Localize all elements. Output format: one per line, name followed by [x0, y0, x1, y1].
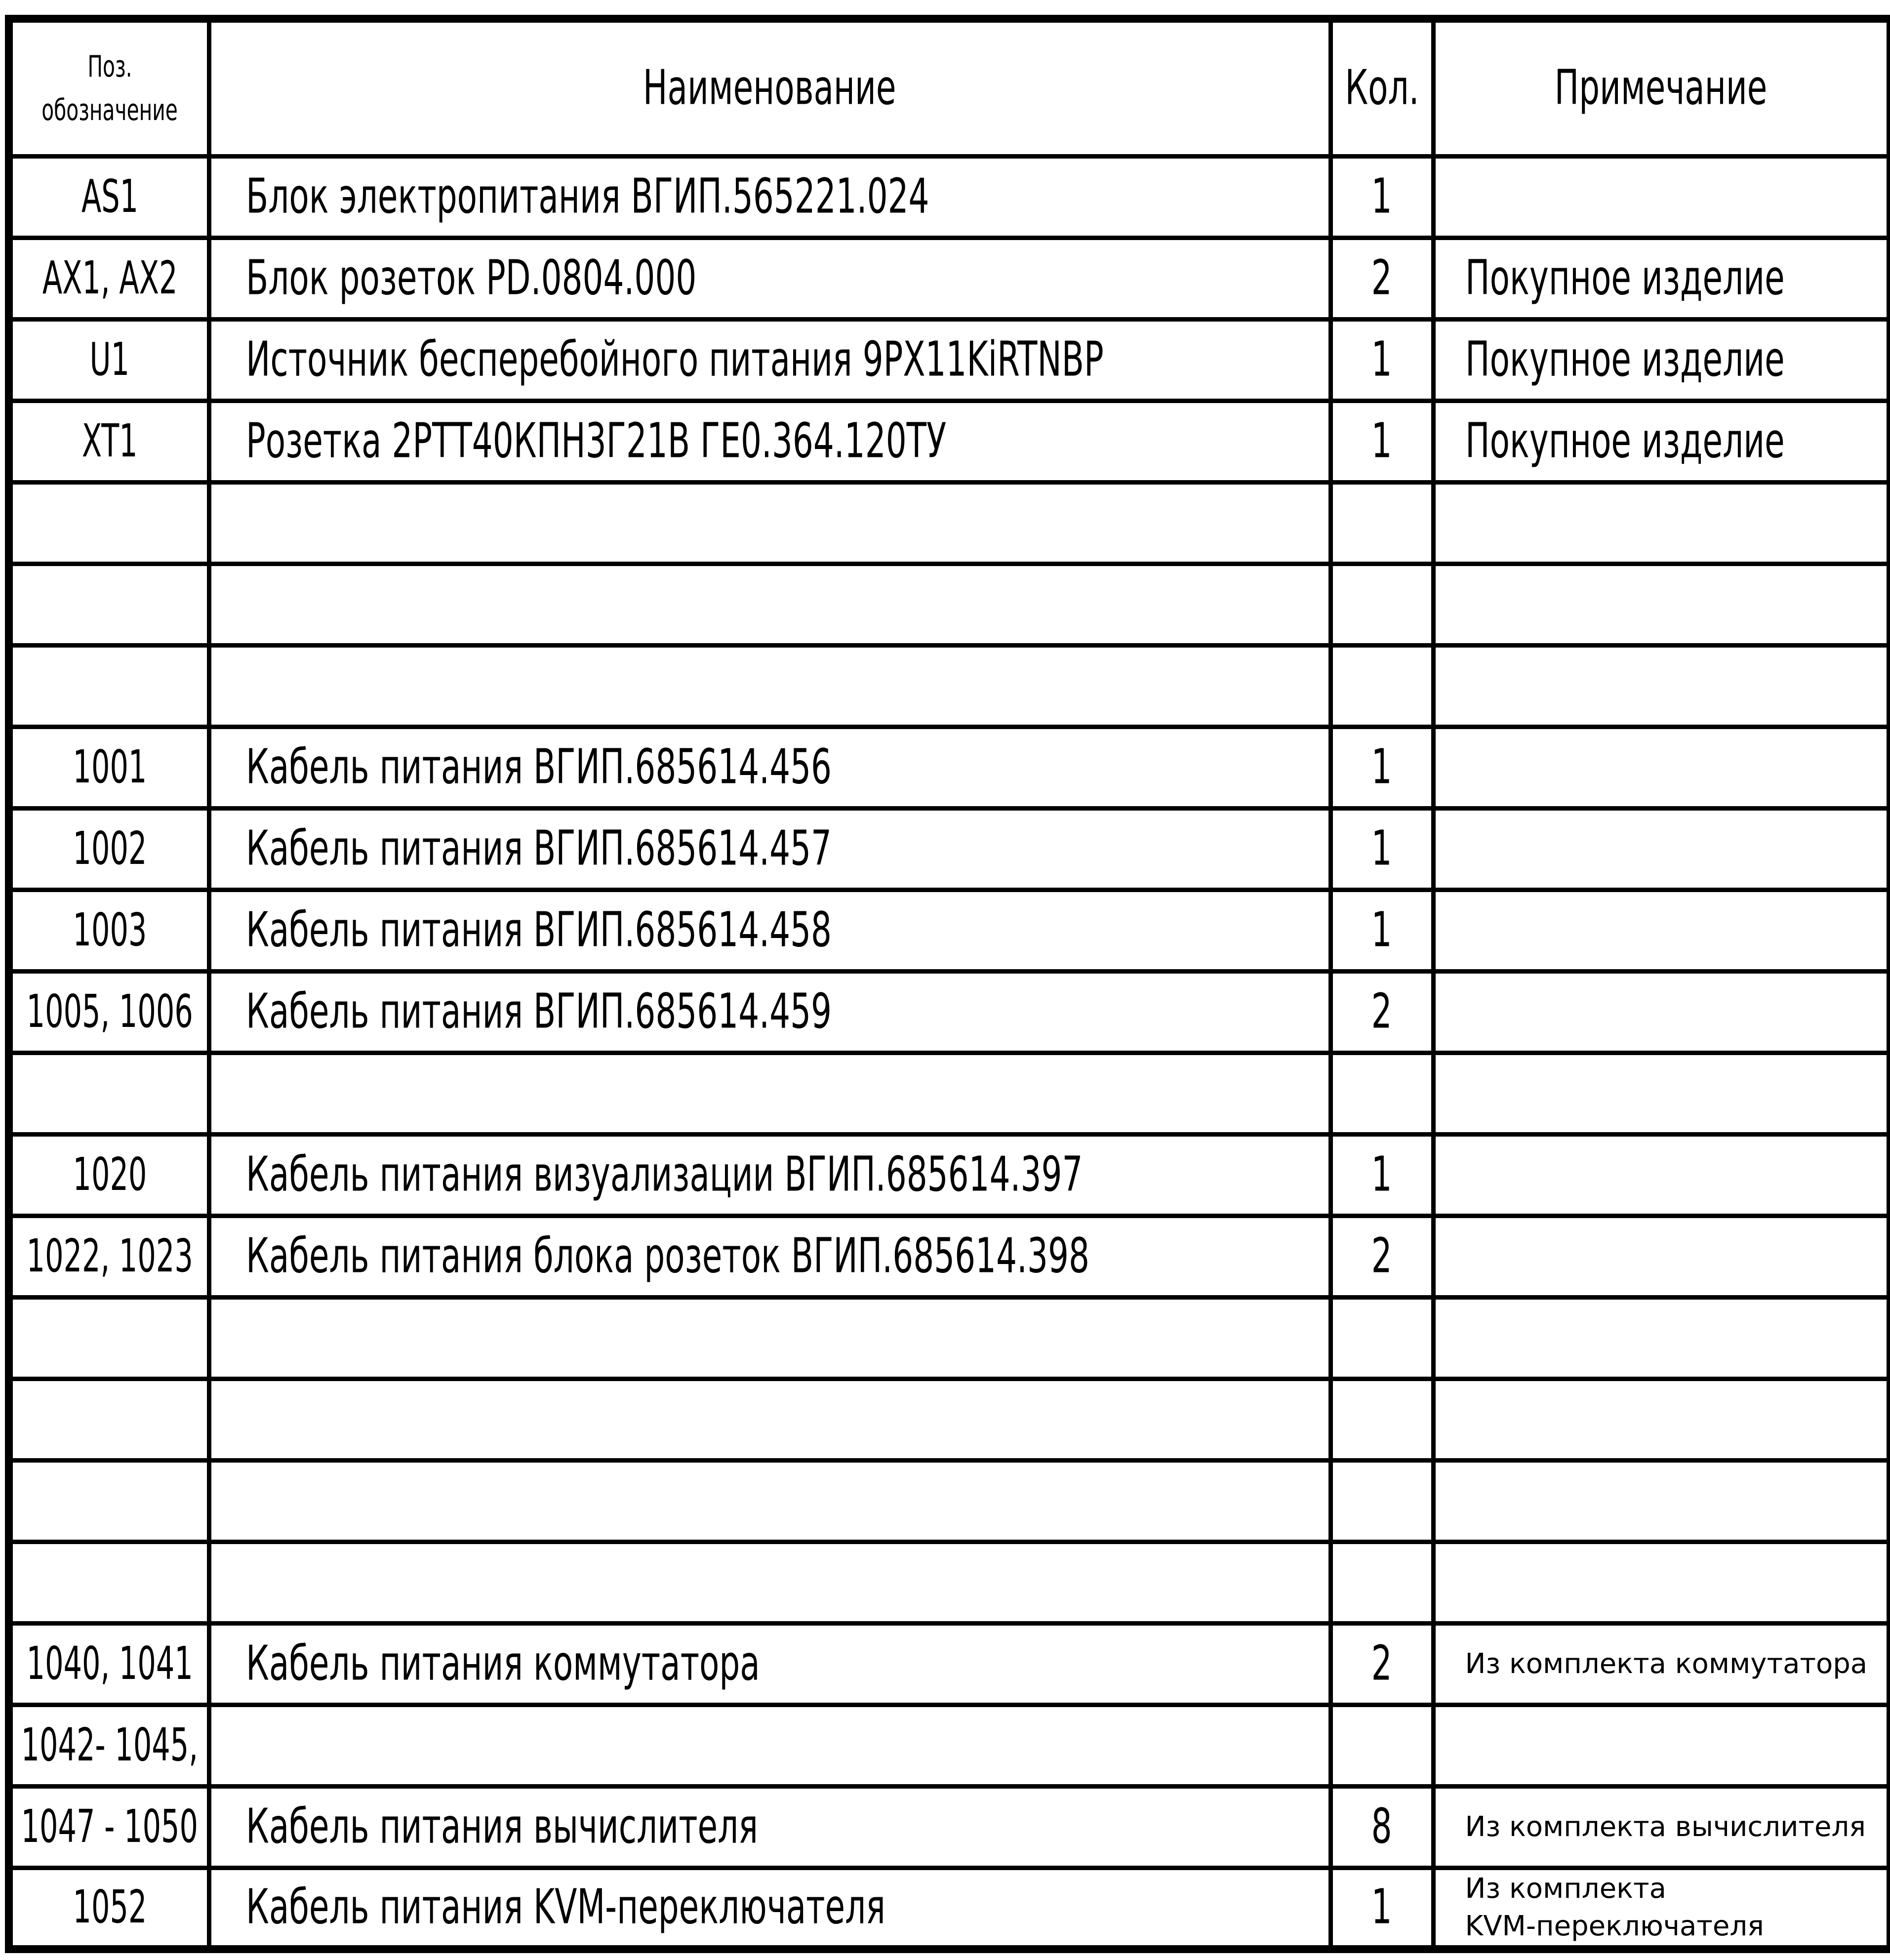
note-cell [1433, 482, 1890, 564]
pos-cell: 1042- 1045, [9, 1705, 209, 1786]
note-cell: Из комплекта вычислителя [1433, 1786, 1890, 1868]
name-cell [209, 564, 1330, 645]
table-row-empty [9, 1297, 1890, 1379]
note-cell [1433, 890, 1890, 971]
pos-cell: 1001 [9, 727, 209, 808]
table-row-empty [9, 564, 1890, 645]
name-cell: Кабель питания ВГИП.685614.456 [209, 727, 1330, 808]
pos-cell [9, 1379, 209, 1460]
qty-cell: 2 [1330, 238, 1433, 319]
name-cell: Кабель питания коммутатора [209, 1623, 1330, 1705]
note-cell: Покупное изделие [1433, 238, 1890, 319]
parts-list-table [5, 15, 1890, 1953]
note-cell: Из комплекта коммутатора [1433, 1623, 1890, 1705]
pos-cell: 1005, 1006 [9, 971, 209, 1053]
table-row-empty [9, 1053, 1890, 1134]
table-row [9, 890, 1890, 971]
table-row-empty [9, 645, 1890, 727]
name-cell: Розетка 2РТТ40КПН3Г21В ГЕ0.364.120ТУ [209, 401, 1330, 482]
qty-cell [1330, 482, 1433, 564]
name-cell: Кабель питания блока розеток ВГИП.685614.398 [209, 1216, 1330, 1297]
header-note: Примечание [1433, 19, 1890, 156]
table-row [9, 238, 1890, 319]
pos-cell [9, 1542, 209, 1623]
qty-cell [1330, 1297, 1433, 1379]
qty-cell [1330, 645, 1433, 727]
note-cell [1433, 1134, 1890, 1216]
pos-cell [9, 1053, 209, 1134]
note-cell [1433, 1460, 1890, 1542]
table-row [9, 971, 1890, 1053]
qty-cell [1330, 564, 1433, 645]
qty-cell [1330, 1053, 1433, 1134]
name-cell: Кабель питания KVM-переключателя [209, 1868, 1330, 1949]
table-row [9, 401, 1890, 482]
table-row [9, 1216, 1890, 1297]
pos-cell: 1047 - 1050 [9, 1786, 209, 1868]
qty-cell: 1 [1330, 319, 1433, 401]
name-cell: Кабель питания ВГИП.685614.459 [209, 971, 1330, 1053]
pos-cell: 1020 [9, 1134, 209, 1216]
name-cell: Кабель питания вычислителя [209, 1786, 1330, 1868]
table-row [9, 1134, 1890, 1216]
pos-cell [9, 645, 209, 727]
qty-cell [1330, 1542, 1433, 1623]
qty-cell: 1 [1330, 727, 1433, 808]
name-cell [209, 1053, 1330, 1134]
qty-cell: 1 [1330, 1134, 1433, 1216]
qty-cell: 8 [1330, 1786, 1433, 1868]
name-cell: Блок розеток PD.0804.000 [209, 238, 1330, 319]
note-cell [1433, 1297, 1890, 1379]
note-cell: Покупное изделие [1433, 319, 1890, 401]
header-pos-text: Поз. обозначение [41, 48, 178, 127]
name-cell: Источник бесперебойного питания 9PX11KiRTNBP [209, 319, 1330, 401]
table-row [9, 319, 1890, 401]
pos-cell: 1003 [9, 890, 209, 971]
note-cell [1433, 1868, 1890, 1949]
qty-cell: 1 [1330, 890, 1433, 971]
pos-cell [9, 1297, 209, 1379]
table-row [9, 1786, 1890, 1868]
note-cell [1433, 156, 1890, 238]
qty-cell [1330, 1379, 1433, 1460]
name-cell [209, 1542, 1330, 1623]
name-cell [209, 1705, 1330, 1786]
pos-cell: AX1, AX2 [9, 238, 209, 319]
name-cell: Блок электропитания ВГИП.565221.024 [209, 156, 1330, 238]
qty-cell: 2 [1330, 1216, 1433, 1297]
note-cell [1433, 645, 1890, 727]
table-row-empty [9, 482, 1890, 564]
table-row [9, 156, 1890, 238]
note-cell [1433, 808, 1890, 890]
name-cell [209, 482, 1330, 564]
table-header-row [9, 19, 1890, 156]
header-pos-designation [9, 19, 209, 156]
pos-cell: XT1 [9, 401, 209, 482]
qty-cell: 2 [1330, 971, 1433, 1053]
table-row-empty [9, 1542, 1890, 1623]
pos-cell: 1002 [9, 808, 209, 890]
note-cell [1433, 564, 1890, 645]
table-row [9, 727, 1890, 808]
qty-cell: 2 [1330, 1623, 1433, 1705]
qty-cell [1330, 1705, 1433, 1786]
note-cell [1433, 971, 1890, 1053]
qty-cell: 1 [1330, 156, 1433, 238]
note-cell [1433, 1216, 1890, 1297]
note-cell [1433, 1542, 1890, 1623]
header-qty: Кол. [1330, 19, 1433, 156]
qty-cell [1330, 1460, 1433, 1542]
pos-cell [9, 1460, 209, 1542]
pos-cell: AS1 [9, 156, 209, 238]
qty-cell: 1 [1330, 808, 1433, 890]
table-row [9, 1705, 1890, 1786]
pos-cell [9, 564, 209, 645]
pos-cell: 1022, 1023 [9, 1216, 209, 1297]
table-row-empty [9, 1460, 1890, 1542]
note-cell [1433, 727, 1890, 808]
name-cell [209, 1297, 1330, 1379]
note-cell [1433, 1705, 1890, 1786]
note-cell [1433, 1379, 1890, 1460]
name-cell [209, 645, 1330, 727]
table-row [9, 1623, 1890, 1705]
note-two-line-text: Из комплекта KVM-переключателя [1465, 1873, 1764, 1942]
qty-cell: 1 [1330, 401, 1433, 482]
table-row-empty [9, 1379, 1890, 1460]
pos-cell: U1 [9, 319, 209, 401]
note-cell [1433, 1053, 1890, 1134]
table-row [9, 808, 1890, 890]
qty-cell: 1 [1330, 1868, 1433, 1949]
name-cell [209, 1460, 1330, 1542]
note-cell: Покупное изделие [1433, 401, 1890, 482]
pos-cell: 1052 [9, 1868, 209, 1949]
header-name: Наименование [209, 19, 1330, 156]
table-row [9, 1868, 1890, 1949]
pos-cell [9, 482, 209, 564]
name-cell: Кабель питания визуализации ВГИП.685614.397 [209, 1134, 1330, 1216]
name-cell: Кабель питания ВГИП.685614.458 [209, 890, 1330, 971]
name-cell [209, 1379, 1330, 1460]
pos-cell: 1040, 1041 [9, 1623, 209, 1705]
name-cell: Кабель питания ВГИП.685614.457 [209, 808, 1330, 890]
